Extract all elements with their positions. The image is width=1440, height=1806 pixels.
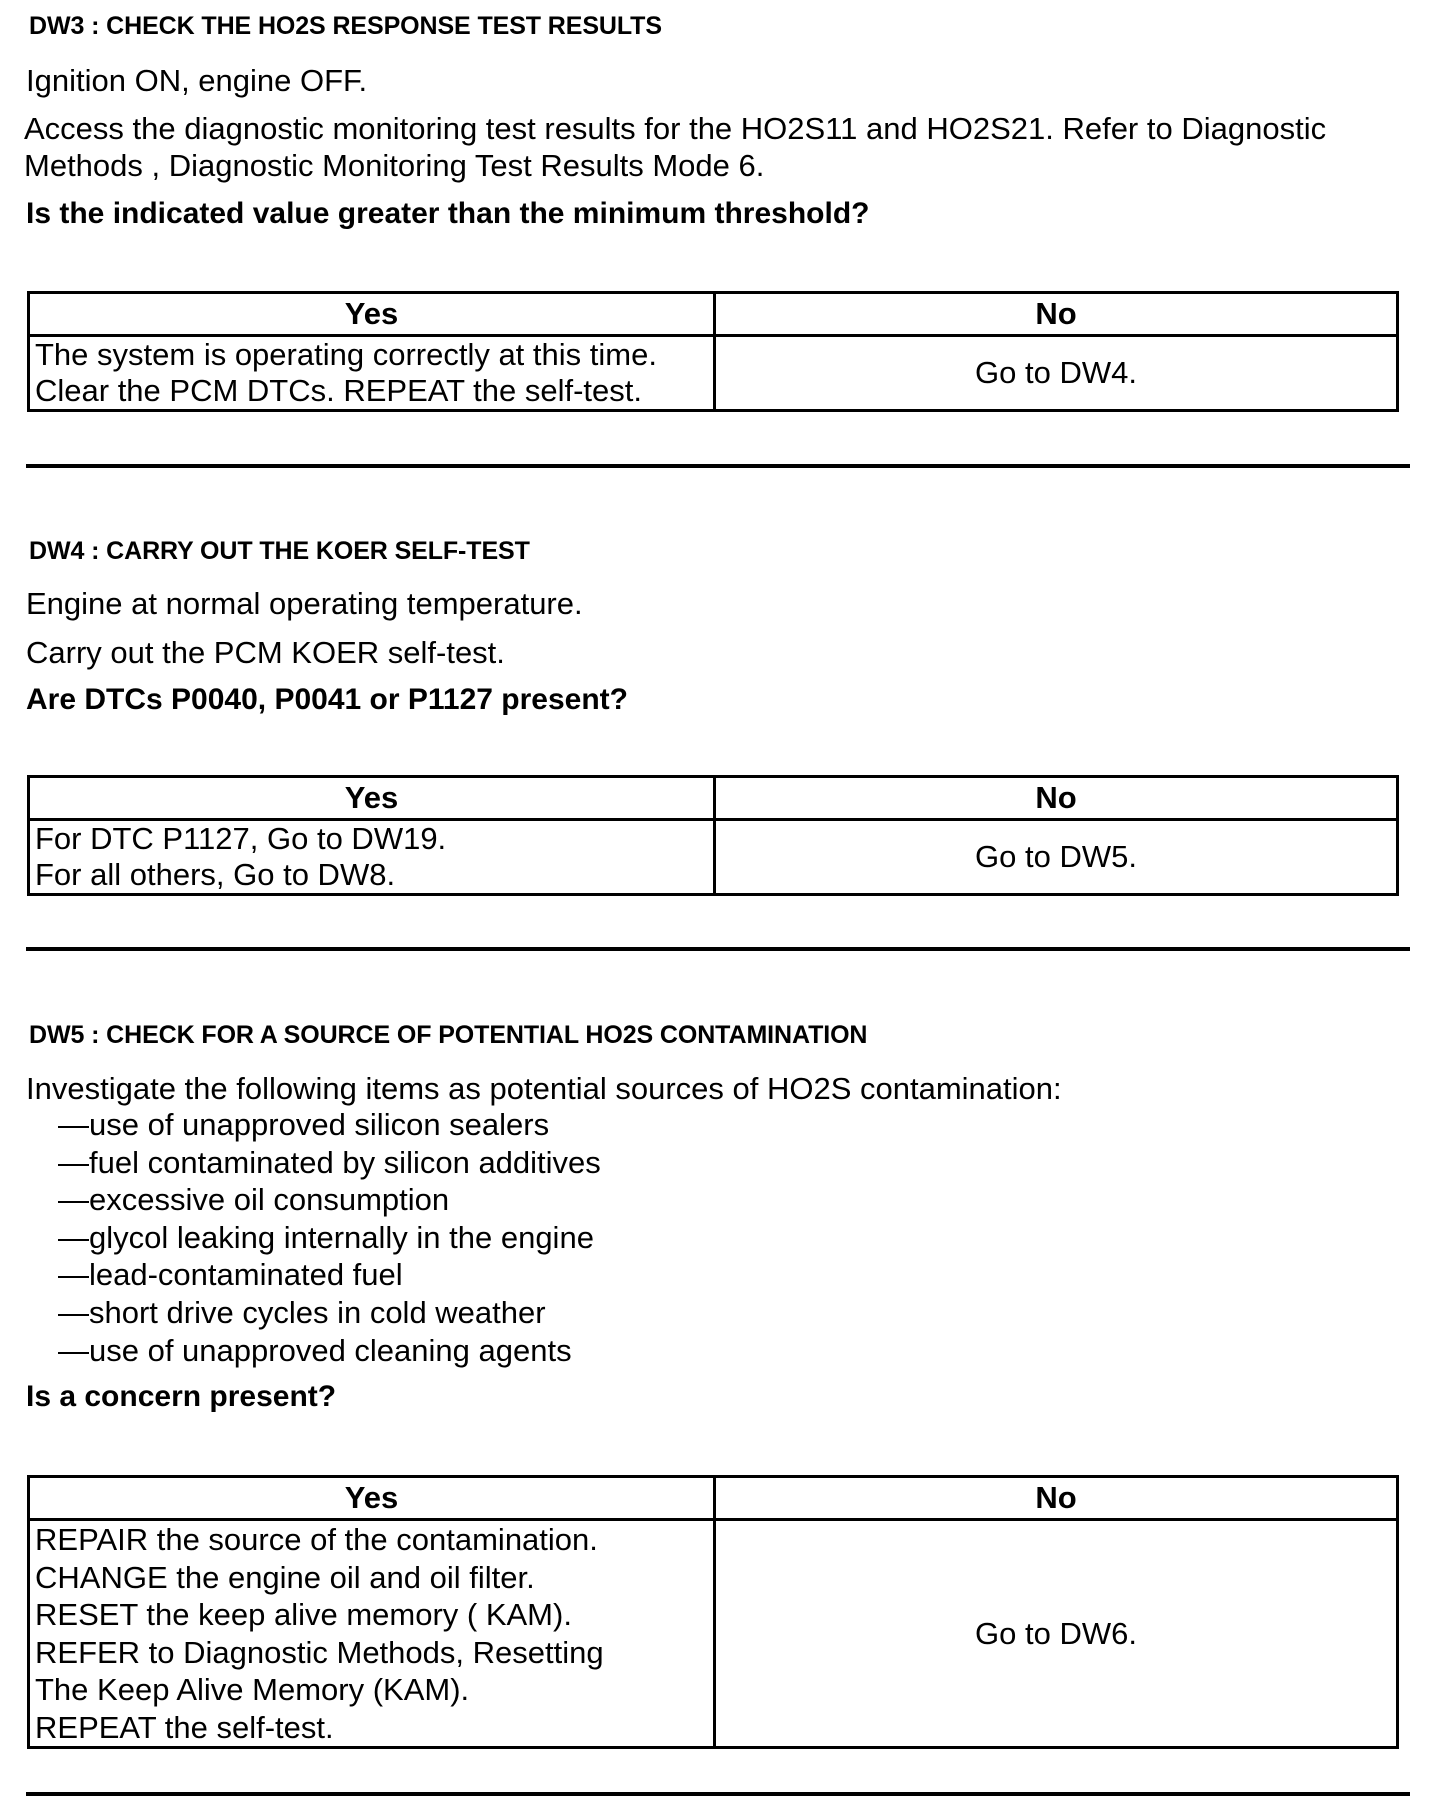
yes-no-table: [27, 291, 1399, 412]
list-item: —use of unapproved cleaning agents: [58, 1332, 572, 1368]
yes-action-cell: [29, 820, 715, 895]
no-action-cell: Go to DW5.: [715, 820, 1398, 895]
yes-no-table: [27, 1475, 1399, 1749]
no-column-header: No: [715, 293, 1398, 336]
yes-action-line: The Keep Alive Memory (KAM).: [35, 1672, 470, 1707]
step-instruction: Engine at normal operating temperature.: [26, 586, 583, 621]
section-divider: [26, 464, 1410, 468]
no-action-cell: Go to DW6.: [715, 1520, 1398, 1748]
step-instruction: Access the diagnostic monitoring test results for the HO2S11 and HO2S21. Refer to Diagnostic Methods , Diagnostic Monitoring Test Results Mode 6.: [24, 111, 1327, 183]
step-title: DW3 : CHECK THE HO2S RESPONSE TEST RESULTS: [29, 12, 662, 40]
yes-action-line: CHANGE the engine oil and oil filter.: [35, 1559, 535, 1595]
list-item: —excessive oil consumption: [58, 1182, 450, 1218]
yes-column-header: Yes: [29, 777, 715, 820]
list-item: —fuel contaminated by silicon additives: [58, 1144, 601, 1180]
list-item: —lead-contaminated fuel: [58, 1257, 403, 1293]
list-item: —use of unapproved silicon sealers: [58, 1107, 550, 1142]
list-item: —glycol leaking internally in the engine: [58, 1219, 594, 1255]
yes-column-header: Yes: [29, 1477, 715, 1520]
no-column-header: No: [715, 1477, 1398, 1520]
yes-action-cell: [29, 1520, 715, 1748]
yes-column-header: Yes: [29, 293, 715, 336]
yes-action-line: For DTC P1127, Go to DW19.: [35, 821, 447, 856]
yes-action-line: REPEAT the self-test.: [35, 1709, 334, 1745]
no-column-header: No: [715, 777, 1398, 820]
yes-action-line: REFER to Diagnostic Methods, Resetting: [35, 1634, 604, 1670]
section-divider: [26, 1792, 1410, 1796]
yes-action-cell: [29, 336, 715, 411]
yes-action-line: The system is operating correctly at this time.: [35, 337, 657, 372]
step-instruction: Carry out the PCM KOER self-test.: [26, 635, 505, 670]
yes-action-line: For all others, Go to DW8.: [35, 857, 396, 892]
yes-action-line: REPAIR the source of the contamination.: [35, 1522, 598, 1557]
step-instruction: Ignition ON, engine OFF.: [26, 63, 368, 98]
list-item: —short drive cycles in cold weather: [58, 1294, 546, 1330]
step-question: Are DTCs P0040, P0041 or P1127 present?: [26, 683, 628, 716]
yes-action-line: RESET the keep alive memory ( KAM).: [35, 1597, 572, 1632]
step-title: DW5 : CHECK FOR A SOURCE OF POTENTIAL HO2S CONTAMINATION: [29, 1021, 868, 1049]
no-action-cell: Go to DW4.: [715, 336, 1398, 411]
step-question: Is the indicated value greater than the minimum threshold?: [26, 197, 870, 230]
step-instruction: Investigate the following items as potential sources of HO2S contamination:: [26, 1071, 1062, 1106]
yes-no-table: [27, 775, 1399, 896]
step-question: Is a concern present?: [26, 1380, 337, 1413]
section-divider: [26, 947, 1410, 951]
yes-action-line: Clear the PCM DTCs. REPEAT the self-test.: [35, 373, 642, 408]
contamination-sources-list: [58, 1106, 601, 1369]
step-title: DW4 : CARRY OUT THE KOER SELF-TEST: [29, 537, 530, 565]
